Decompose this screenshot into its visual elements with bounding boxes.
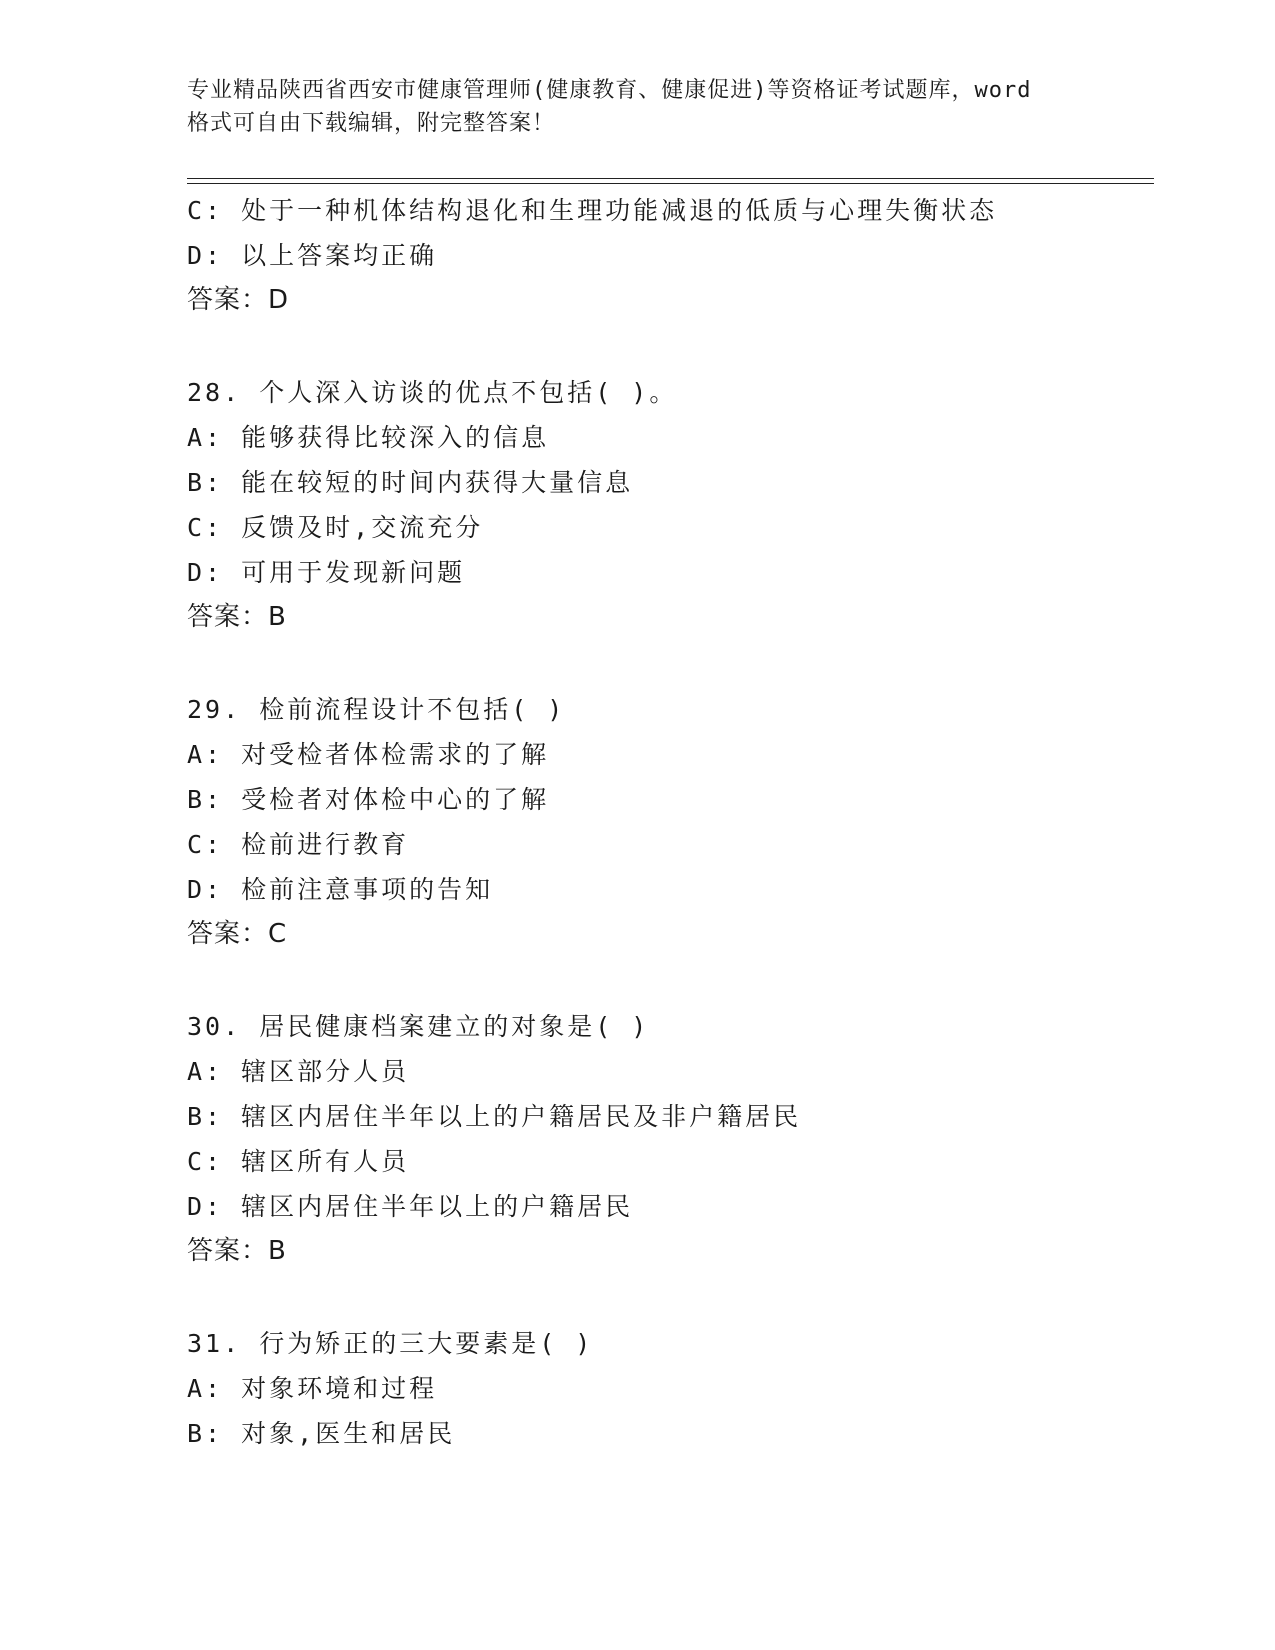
option-b: B: 能在较短的时间内获得大量信息	[187, 468, 634, 497]
question-29	[187, 687, 1154, 957]
question-stem: 29. 检前流程设计不包括( )	[187, 695, 566, 724]
question-stem: 31. 行为矫正的三大要素是( )	[187, 1329, 594, 1358]
question-27-continuation	[187, 188, 1154, 323]
answer-line: 答案：C	[187, 919, 288, 949]
option-a: A: 对象环境和过程	[187, 1374, 438, 1403]
option-d: D: 可用于发现新问题	[187, 558, 466, 587]
option-d: D: 检前注意事项的告知	[187, 875, 494, 904]
spacer	[187, 957, 1154, 1004]
document-header	[187, 74, 1087, 140]
question-31	[187, 1321, 1154, 1456]
option-a: A: 辖区部分人员	[187, 1057, 410, 1086]
question-30	[187, 1004, 1154, 1274]
option-b: B: 辖区内居住半年以上的户籍居民及非户籍居民	[187, 1102, 802, 1131]
spacer	[187, 1274, 1154, 1321]
question-stem: 30. 居民健康档案建立的对象是( )	[187, 1012, 650, 1041]
option-c: C: 检前进行教育	[187, 830, 410, 859]
option-c: C: 辖区所有人员	[187, 1147, 410, 1176]
option-a: A: 对受检者体检需求的了解	[187, 740, 550, 769]
question-28	[187, 370, 1154, 640]
answer-line: 答案：B	[187, 1236, 287, 1266]
option-d: D: 辖区内居住半年以上的户籍居民	[187, 1192, 634, 1221]
spacer	[187, 640, 1154, 687]
answer-line: 答案：B	[187, 602, 287, 632]
option-a: A: 能够获得比较深入的信息	[187, 423, 550, 452]
option-d: D: 以上答案均正确	[187, 241, 438, 270]
option-b: B: 对象,医生和居民	[187, 1419, 456, 1448]
option-c: C: 处于一种机体结构退化和生理功能减退的低质与心理失衡状态	[187, 196, 998, 225]
header-line-1: 专业精品陕西省西安市健康管理师(健康教育、健康促进)等资格证考试题库，word	[187, 78, 1032, 103]
question-stem: 28. 个人深入访谈的优点不包括( )。	[187, 378, 678, 407]
header-line-2: 格式可自由下载编辑，附完整答案！	[187, 111, 556, 136]
option-b: B: 受检者对体检中心的了解	[187, 785, 550, 814]
question-content	[187, 188, 1154, 1456]
option-c: C: 反馈及时,交流充分	[187, 513, 484, 542]
spacer	[187, 323, 1154, 370]
header-divider	[187, 178, 1154, 184]
answer-line: 答案：D	[187, 285, 290, 315]
